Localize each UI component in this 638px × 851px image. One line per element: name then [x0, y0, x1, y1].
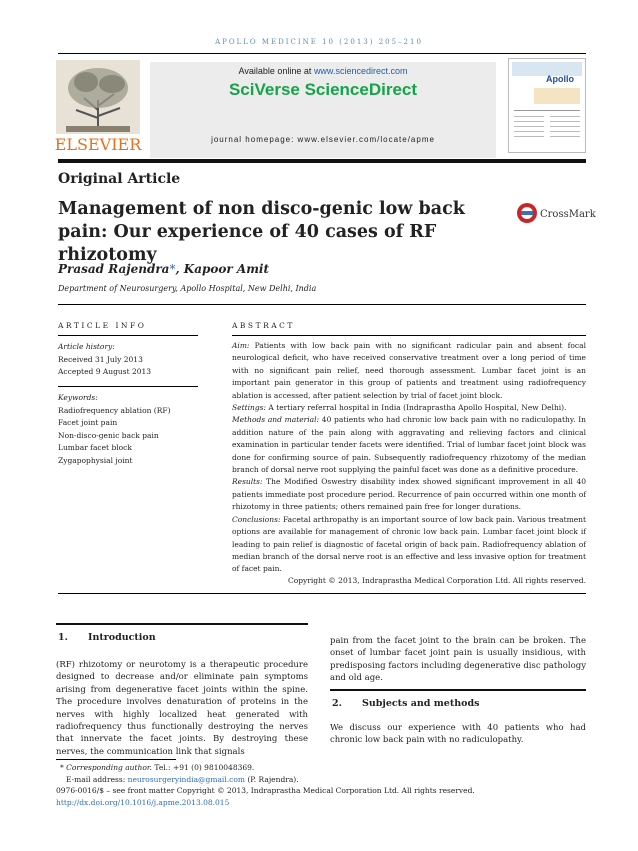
section-title-subjects: Subjects and methods: [362, 698, 480, 709]
keyword: Lumbar facet block: [58, 443, 132, 452]
keyword: Non-disco-genic back pain: [58, 430, 159, 440]
section-rule: [56, 623, 308, 625]
corresponding-marker[interactable]: *: [169, 262, 176, 276]
journal-running-header: APOLLO MEDICINE 10 (2013) 205–210: [215, 38, 423, 46]
section-title-introduction: Introduction: [88, 632, 156, 643]
settings-label: Settings:: [232, 403, 267, 413]
aim-text: Patients with low back pain with no significant radicular pain and absent focal neurological deficit, who have received conservative treatment over a long period of time with no significant pain relief, need thorough assessment. Lumbar facet joint is an important pain generator in this group of patients and treatment using radiofrequency ablation is accessed, after patient selection by trial of facet joint block.: [232, 341, 586, 400]
email-label: E-mail address:: [66, 774, 128, 784]
email-owner: (P. Rajendra).: [244, 774, 299, 784]
masthead-rule: [58, 159, 586, 163]
abstract-body: [232, 340, 586, 576]
journal-homepage[interactable]: journal homepage: www.elsevier.com/locate/apme: [211, 135, 435, 144]
article-type: Original Article: [58, 171, 181, 187]
methods-label: Methods and material:: [232, 415, 320, 425]
conclusions-text: Facetal arthropathy is an important source of low back pain. Various treatment options are available for management of chronic low back pain. Lumbar facet joint block if leading to pain relief is diagnostic of facetal origin of back pain. Radiofrequency ablation of median branch of the dorsal nerve root is an effective and less invasive option for treatment of facet pain.: [232, 514, 586, 574]
subjects-text: We discuss our experience with 40 patients who had chronic low back pain with no radiculopathy.: [330, 723, 586, 746]
footnote-star: *: [60, 763, 64, 772]
received-date: Received 31 July 2013: [58, 354, 143, 364]
section-rule: [330, 689, 586, 691]
sciencedirect-link[interactable]: www.sciencedirect.com: [313, 66, 408, 76]
section-number: 1.: [58, 632, 68, 643]
settings-text: A tertiary referral hospital in India (Indraprastha Apollo Hospital, New Delhi).: [268, 403, 567, 413]
keyword: Facet joint pain: [58, 418, 118, 427]
introduction-continued: pain from the facet joint to the brain can be broken. The onset of lumbar facet joint pain is usually insidious, with predisposing factors including degenerative disc pathology and old age.: [330, 636, 586, 684]
elsevier-logo-text: ELSEVIER: [54, 135, 142, 154]
author-1[interactable]: Prasad Rajendra: [58, 262, 170, 276]
cover-title: Apollo: [546, 74, 574, 84]
accepted-date: Accepted 9 August 2013: [58, 367, 152, 376]
conclusions-label: Conclusions:: [232, 514, 281, 524]
introduction-text: (RF) rhizotomy or neurotomy is a therapeutic procedure designed to decrease and/or eliminate pain symptoms arising from degenerative facet joints within the spine. The procedure involves denaturation of proteins in the nerves with highly localized heat generated with radiofrequency thus functionally destroying the nerves that innervate the facet joints. By destroying these nerves, the communication link that signals: [56, 660, 308, 757]
available-online: [150, 66, 496, 76]
keywords-label: Keywords:: [58, 393, 98, 402]
abstract-bottom-rule: [58, 593, 586, 594]
elsevier-logo: [56, 60, 140, 154]
sciverse-logo-text: SciVerse ScienceDirect: [228, 80, 418, 99]
footnote-rule: [56, 759, 176, 760]
history-label: Article history:: [58, 342, 115, 351]
article-info-rule: [58, 335, 198, 336]
doi-link[interactable]: http://dx.doi.org/10.1016/j.apme.2013.08.015: [56, 797, 230, 807]
keyword: Radiofrequency ablation (RF): [58, 405, 171, 415]
methods-text: 40 patients who had chronic low back pain with no radiculopathy. In addition nature of the pain along with aggravating and relieving factors and clinical examination in particular tender facets were identified. Trial of lumbar facet joint block was done for confirming source of pain. Subsequently radiofrequency rhizotomy of the median branch of dorsal nerve root supplying the painful facet was done as a definitive procedure.: [232, 415, 586, 475]
keyword: Zygapophysial joint: [58, 455, 133, 465]
issn-line: 0976-0016/$ – see front matter Copyright © 2013, Indraprastha Medical Corporation Ltd. All rights reserved.: [56, 786, 475, 796]
keywords-block: [58, 392, 198, 467]
aim-label: Aim:: [232, 341, 250, 350]
header-rule: [58, 53, 586, 54]
abstract-copyright: Copyright © 2013, Indraprastha Medical Corporation Ltd. All rights reserved.: [287, 576, 586, 585]
abstract-heading: ABSTRACT: [232, 321, 295, 330]
telephone: Tel.: +91 (0) 9810048369.: [152, 763, 255, 772]
email-link[interactable]: neurosurgeryindia@gmail.com: [127, 774, 245, 784]
keywords-rule: [58, 386, 198, 387]
author-separator: ,: [175, 262, 184, 276]
author-2[interactable]: Kapoor Amit: [183, 262, 270, 276]
available-prefix: Available online at: [238, 66, 312, 76]
author-list: [58, 262, 269, 276]
crossmark-badge[interactable]: [516, 202, 596, 224]
corresponding-author-label: Corresponding author.: [66, 763, 153, 772]
abstract-rule: [232, 335, 586, 336]
article-title: Management of non disco-genic low back pain: Our experience of 40 cases of RF rhizotomy: [58, 199, 465, 265]
section-number: 2.: [332, 698, 342, 709]
results-text: The Modified Oswestry disability index showed significant improvement in all 40 patients immediate post procedure period. Recurrence of pain occurred within one month of rhizotomy in three patients; others remained pain free for longer durations.: [232, 477, 586, 512]
article-info-block: [58, 341, 198, 379]
crossmark-label: CrossMark: [540, 209, 596, 220]
affiliation: Department of Neurosurgery, Apollo Hospital, New Delhi, India: [58, 284, 317, 293]
results-label: Results:: [232, 477, 263, 487]
journal-cover-image: [508, 58, 586, 153]
article-info-heading: ARTICLE INFO: [58, 321, 147, 330]
footnote-block: [56, 762, 586, 808]
affiliation-rule: [58, 304, 586, 305]
